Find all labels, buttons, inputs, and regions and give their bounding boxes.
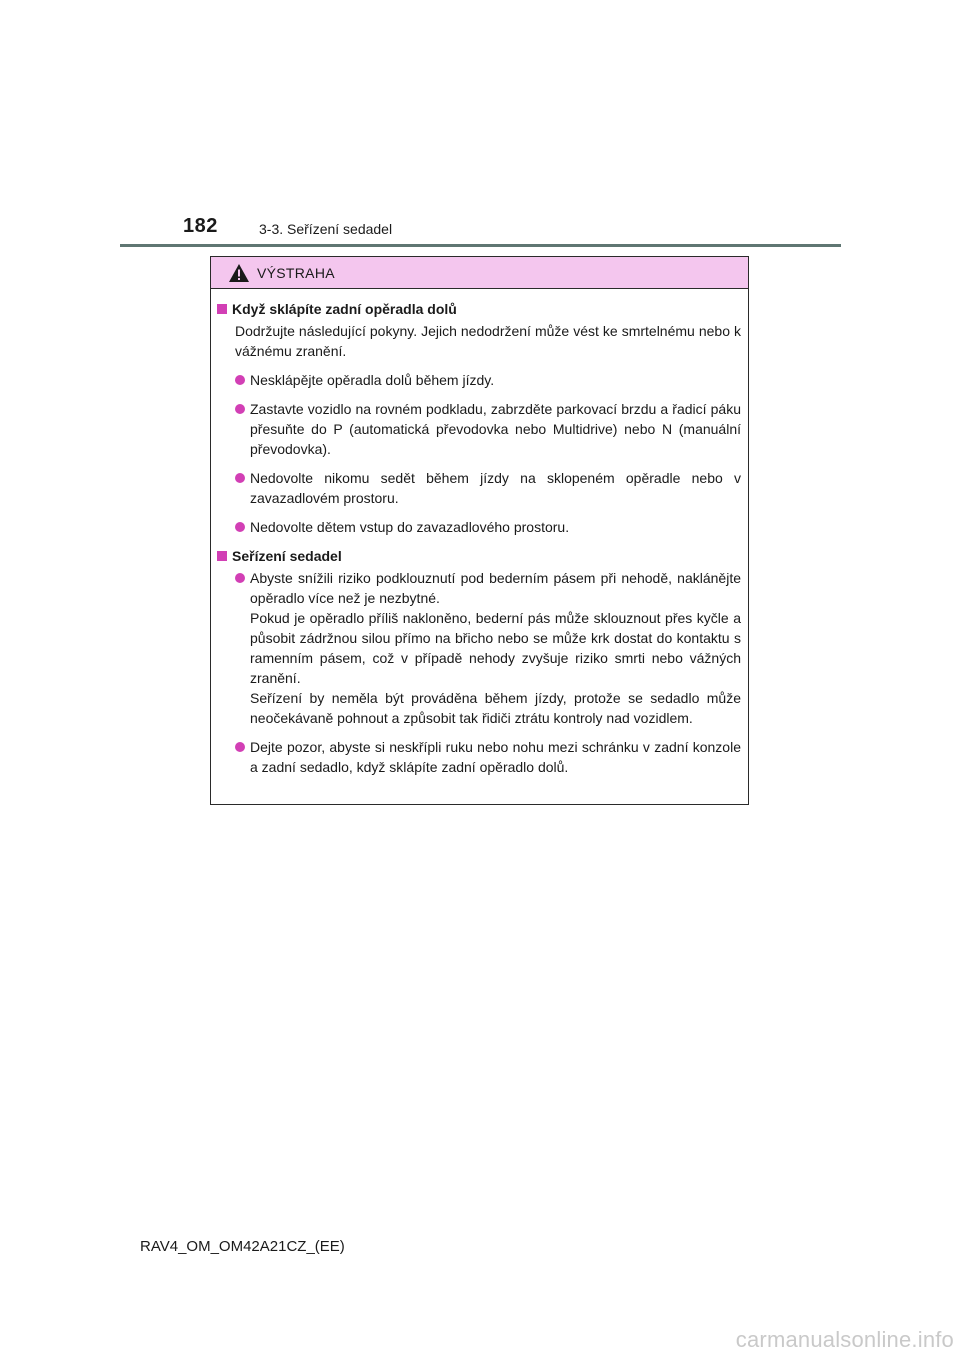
- section-heading: [217, 546, 741, 566]
- list-item: [217, 370, 741, 390]
- circle-bullet-icon: [235, 742, 245, 752]
- list-item: [217, 568, 741, 728]
- warning-body: [211, 289, 748, 804]
- section-heading-text: Seřízení sedadel: [232, 548, 342, 564]
- circle-bullet-icon: [235, 404, 245, 414]
- circle-bullet-icon: [235, 473, 245, 483]
- list-item: [217, 737, 741, 777]
- warning-title: VÝSTRAHA: [257, 264, 335, 281]
- section-title: 3-3. Seřízení sedadel: [259, 221, 393, 237]
- warning-triangle-icon: [228, 263, 250, 283]
- list-item-text: Nedovolte dětem vstup do zavazadlového prostoru.: [250, 519, 570, 535]
- list-item-text: Zastavte vozidlo na rovném podkladu, zabrzděte parkovací brzdu a řadicí páku přesuňte do P (automatická převodovka nebo Multidrive) nebo N (manuální převodovka).: [250, 401, 741, 457]
- warning-box: [210, 256, 749, 805]
- list-item-text: Nesklápějte opěradla dolů během jízdy.: [250, 372, 495, 388]
- section-list: [217, 568, 741, 777]
- document-code: RAV4_OM_OM42A21CZ_(EE): [140, 1238, 345, 1255]
- section-heading-text: Když sklápíte zadní opěradla dolů: [232, 301, 457, 317]
- list-item: [217, 468, 741, 508]
- list-item-text: Dejte pozor, abyste si neskřípli ruku nebo nohu mezi schránku v zadní konzole a zadní sedadlo, když sklápíte zadní opěradlo dolů.: [250, 739, 741, 775]
- list-item: [217, 517, 741, 537]
- square-bullet-icon: [217, 304, 227, 314]
- list-item-paragraph: Abyste snížili riziko podklouznutí pod bederním pásem při nehodě, naklánějte opěradlo více než je nezbytné.: [250, 570, 741, 606]
- circle-bullet-icon: [235, 522, 245, 532]
- section-heading: [217, 299, 741, 319]
- list-item-text: [250, 568, 741, 728]
- section-intro: Dodržujte následující pokyny. Jejich nedodržení může vést ke smrtelnému nebo k vážnému zranění.: [235, 323, 741, 359]
- list-item: [217, 399, 741, 459]
- header-divider: [120, 244, 841, 247]
- circle-bullet-icon: [235, 375, 245, 385]
- warning-header: [211, 257, 748, 289]
- square-bullet-icon: [217, 551, 227, 561]
- circle-bullet-icon: [235, 573, 245, 583]
- list-item-text: Nedovolte nikomu sedět během jízdy na sklopeném opěradle nebo v zavazadlovém prostoru.: [250, 470, 741, 506]
- watermark: carmanualsonline.info: [735, 1327, 954, 1352]
- list-item-paragraph: Seřízení by neměla být prováděna během jízdy, protože se sedadlo může neočekávaně pohnout a způsobit tak řidiči ztrátu kontroly nad vozidlem.: [250, 690, 741, 726]
- list-item-paragraph: Pokud je opěradlo příliš nakloněno, bederní pás může sklouznout přes kyčle a působit zádržnou silou přímo na břicho nebo se může krk dostat do kontaktu s ramenním pásem, což v případě nehody zvyšuje riziko smrti nebo vážných zranění.: [250, 610, 741, 686]
- page-number: 182: [183, 215, 218, 237]
